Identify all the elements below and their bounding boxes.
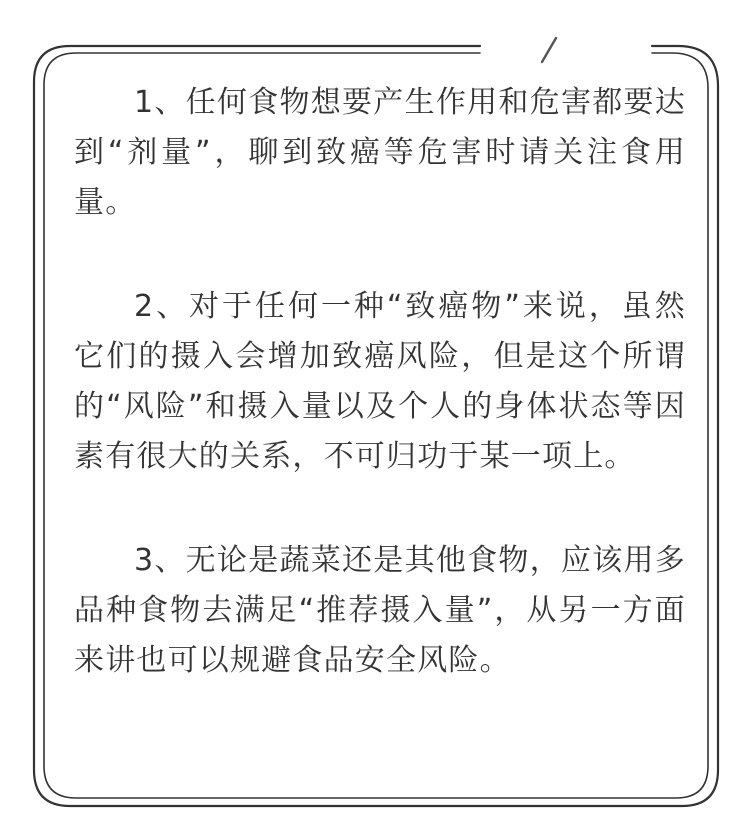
article-body	[74, 78, 686, 686]
paragraph-3: 3、无论是蔬菜还是其他食物，应该用多品种食物去满足“推荐摄入量”，从另一方面来讲也可以规避食品安全风险。	[74, 543, 686, 678]
paragraph-2: 2、对于任何一种“致癌物”来说，虽然它们的摄入会增加致癌风险，但是这个所谓的“风险”和摄入量以及个人的身体状态等因素有很大的关系，不可归功于某一项上。	[74, 289, 686, 474]
paragraph-1: 1、任何食物想要产生作用和危害都要达到“剂量”，聊到致癌等危害时请关注食用量。	[74, 85, 686, 220]
slash-accent	[542, 38, 556, 62]
